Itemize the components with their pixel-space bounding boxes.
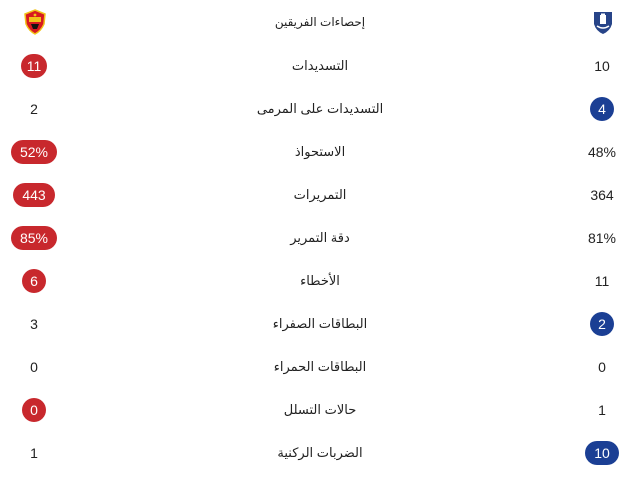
home-stat-value: 52% (11, 140, 57, 164)
home-stat-value: 85% (11, 226, 57, 250)
home-stat-value: 11 (21, 54, 48, 78)
away-stat-value: 10 (594, 57, 610, 74)
stats-section-title: إحصاءات الفريقين (274, 15, 366, 29)
stat-label: البطاقات الصفراء (272, 315, 368, 331)
stat-row-possession (0, 130, 640, 173)
away-stat-value: 4 (590, 97, 614, 121)
home-stat-value: 0 (30, 358, 38, 375)
stat-row-shots (0, 44, 640, 87)
stat-row-red-cards (0, 345, 640, 388)
stat-label: دقة التمرير (290, 229, 350, 245)
stat-row-corners (0, 431, 640, 474)
stat-row-shots-on-target (0, 87, 640, 130)
everton-crest-icon (590, 9, 616, 35)
home-stat-value: 6 (22, 269, 46, 293)
stat-row-offsides (0, 388, 640, 431)
away-stat-value: 0 (598, 358, 606, 375)
away-stat-value: 10 (585, 441, 619, 465)
manchester-united-crest-icon (22, 9, 48, 35)
home-stat-value: 443 (13, 183, 54, 207)
stat-row-fouls (0, 259, 640, 302)
away-stat-value: 81% (587, 229, 617, 246)
stat-label: التسديدات على المرمى (256, 100, 384, 116)
away-stat-value: 364 (590, 186, 614, 203)
away-stat-value: 2 (590, 312, 614, 336)
stat-label: الاستحواذ (294, 143, 346, 159)
away-stat-value: 11 (594, 272, 610, 289)
home-stat-value: 3 (30, 315, 38, 332)
stat-row-pass-accuracy (0, 216, 640, 259)
stat-row-yellow-cards (0, 302, 640, 345)
away-stat-value: 48% (587, 143, 617, 160)
stat-label: الأخطاء (300, 272, 340, 288)
stat-label: التمريرات (293, 186, 347, 202)
away-stat-value: 1 (598, 401, 606, 418)
stat-row-passes (0, 173, 640, 216)
stats-header-row (0, 0, 640, 44)
stat-label: حالات التسلل (283, 401, 357, 417)
home-stat-value: 2 (30, 100, 38, 117)
stat-label: التسديدات (291, 57, 349, 73)
stat-label: البطاقات الحمراء (273, 358, 367, 374)
home-stat-value: 1 (30, 444, 38, 461)
home-stat-value: 0 (22, 398, 46, 422)
stat-label: الضربات الركنية (277, 444, 363, 460)
